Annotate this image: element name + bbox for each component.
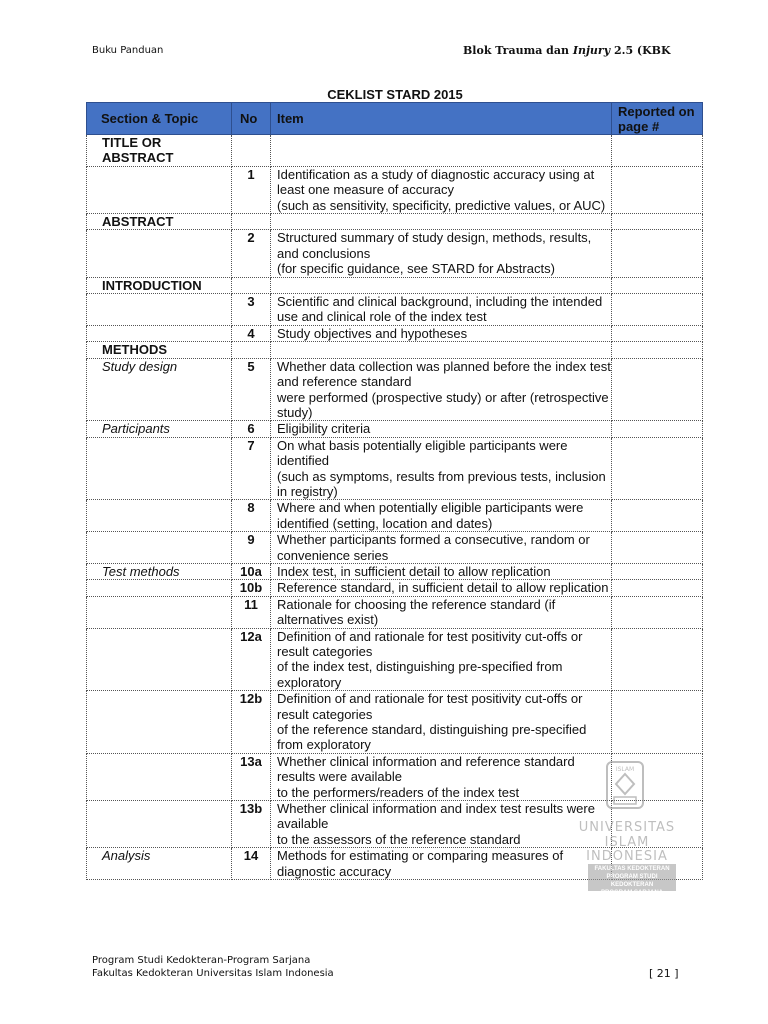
section-cell: [87, 437, 232, 500]
number-cell: 8: [232, 500, 271, 532]
logo-label: ISLAM: [615, 766, 635, 773]
watermark-line1: UNIVERSITAS: [578, 820, 676, 835]
item-cell: [271, 277, 612, 293]
item-cell: Whether clinical information and reference standard results were available to the performers/readers of the index test: [271, 753, 612, 800]
number-cell: [232, 277, 271, 293]
item-cell: Index test, in sufficient detail to allow replication: [271, 563, 612, 579]
reported-cell: [612, 166, 703, 213]
table-row: [87, 628, 703, 691]
item-cell: Reference standard, in sufficient detail to allow replication: [271, 580, 612, 596]
reported-cell: [612, 691, 703, 754]
item-cell: Identification as a study of diagnostic accuracy using at least one measure of accuracy (such as sensitivity, specificity, predictive values, or AUC): [271, 166, 612, 213]
reported-cell: [612, 596, 703, 628]
table-row: [87, 230, 703, 277]
footer-faculty: Fakultas Kedokteran Universitas Islam Indonesia: [92, 968, 334, 979]
section-cell: [87, 580, 232, 596]
table-row: [87, 691, 703, 754]
number-cell: 11: [232, 596, 271, 628]
table-row: [87, 437, 703, 500]
reported-cell: [612, 358, 703, 421]
reported-cell: [612, 580, 703, 596]
number-cell: 6: [232, 421, 271, 437]
table-header-row: [87, 103, 703, 135]
item-cell: Definition of and rationale for test positivity cut-offs or result categories of the index test, distinguishing pre-specified from exploratory: [271, 628, 612, 691]
item-cell: Rationale for choosing the reference standard (if alternatives exist): [271, 596, 612, 628]
number-cell: [232, 135, 271, 167]
number-cell: 9: [232, 532, 271, 564]
section-cell: [87, 628, 232, 691]
item-cell: Scientific and clinical background, including the intended use and clinical role of the index test: [271, 294, 612, 326]
header-right-italic: Injury: [572, 44, 611, 57]
number-cell: 10b: [232, 580, 271, 596]
item-cell: Study objectives and hypotheses: [271, 325, 612, 341]
reported-cell: [612, 421, 703, 437]
number-cell: 13b: [232, 801, 271, 848]
number-cell: [232, 342, 271, 358]
section-cell: [87, 532, 232, 564]
reported-cell: [612, 628, 703, 691]
table-row: [87, 294, 703, 326]
item-cell: [271, 135, 612, 167]
item-cell: Where and when potentially eligible participants were identified (setting, location and dates): [271, 500, 612, 532]
table-row: [87, 342, 703, 358]
section-cell: [87, 325, 232, 341]
university-watermark: [572, 760, 682, 895]
reported-cell: [612, 294, 703, 326]
section-cell: INTRODUCTION: [87, 277, 232, 293]
number-cell: 12b: [232, 691, 271, 754]
section-cell: [87, 753, 232, 800]
table-row: [87, 277, 703, 293]
section-cell: Study design: [87, 358, 232, 421]
reported-cell: [612, 532, 703, 564]
column-header-section: Section & Topic: [87, 103, 232, 135]
section-cell: [87, 500, 232, 532]
reported-cell: [612, 230, 703, 277]
item-cell: Structured summary of study design, methods, results, and conclusions (for specific guidance, see STARD for Abstracts): [271, 230, 612, 277]
watermark-box-line1: FAKULTAS KEDOKTERAN: [594, 866, 670, 872]
reported-cell: [612, 500, 703, 532]
number-cell: 10a: [232, 563, 271, 579]
section-cell: [87, 691, 232, 754]
number-cell: 5: [232, 358, 271, 421]
column-header-reported: Reported on page #: [612, 103, 703, 135]
reported-cell: [612, 437, 703, 500]
section-cell: [87, 801, 232, 848]
item-cell: Methods for estimating or comparing measures of diagnostic accuracy: [271, 848, 612, 880]
reported-cell: [612, 342, 703, 358]
item-cell: Eligibility criteria: [271, 421, 612, 437]
table-row: [87, 596, 703, 628]
watermark-box-line2: PROGRAM STUDI KEDOKTERAN: [606, 874, 658, 888]
section-cell: Test methods: [87, 563, 232, 579]
column-header-no: No: [232, 103, 271, 135]
table-row: [87, 214, 703, 230]
number-cell: 13a: [232, 753, 271, 800]
watermark-box-line3: PROGRAM SARJANA: [600, 890, 663, 896]
number-cell: 4: [232, 325, 271, 341]
section-cell: [87, 596, 232, 628]
table-row: [87, 500, 703, 532]
section-cell: ABSTRACT: [87, 214, 232, 230]
item-cell: Whether data collection was planned before the index test and reference standard were performed (prospective study) or after (retrospective study): [271, 358, 612, 421]
table-row: [87, 532, 703, 564]
table-row: [87, 580, 703, 596]
reported-cell: [612, 563, 703, 579]
header-right: [463, 44, 671, 57]
table-row: [87, 358, 703, 421]
header-right-prefix: Blok Trauma dan: [463, 44, 573, 57]
header-right-suffix: 2.5 (KBK: [610, 44, 671, 57]
item-cell: [271, 342, 612, 358]
watermark-line2: ISLAM: [604, 835, 650, 850]
document-title: CEKLIST STARD 2015: [327, 87, 463, 102]
section-cell: Participants: [87, 421, 232, 437]
number-cell: 2: [232, 230, 271, 277]
item-cell: [271, 214, 612, 230]
number-cell: 3: [232, 294, 271, 326]
number-cell: 1: [232, 166, 271, 213]
page-number: [ 21 ]: [649, 967, 679, 980]
watermark-line3: INDONESIA: [586, 849, 668, 864]
table-row: [87, 135, 703, 167]
item-cell: Whether participants formed a consecutive, random or convenience series: [271, 532, 612, 564]
reported-cell: [612, 135, 703, 167]
section-cell: [87, 294, 232, 326]
section-cell: [87, 166, 232, 213]
reported-cell: [612, 214, 703, 230]
section-cell: TITLE OR ABSTRACT: [87, 135, 232, 167]
reported-cell: [612, 325, 703, 341]
footer-program: Program Studi Kedokteran-Program Sarjana: [92, 955, 311, 966]
section-cell: Analysis: [87, 848, 232, 880]
watermark-faculty-box: [588, 864, 676, 896]
header-left: Buku Panduan: [92, 45, 164, 56]
number-cell: 14: [232, 848, 271, 880]
table-row: [87, 166, 703, 213]
number-cell: 12a: [232, 628, 271, 691]
table-row: [87, 563, 703, 579]
university-logo-icon: [604, 760, 646, 810]
item-cell: Definition of and rationale for test positivity cut-offs or result categories of the reference standard, distinguishing pre-specified from exploratory: [271, 691, 612, 754]
table-row: [87, 421, 703, 437]
number-cell: [232, 214, 271, 230]
number-cell: 7: [232, 437, 271, 500]
item-cell: On what basis potentially eligible participants were identified (such as symptoms, results from previous tests, inclusion in registry): [271, 437, 612, 500]
table-row: [87, 325, 703, 341]
section-cell: [87, 230, 232, 277]
item-cell: Whether clinical information and index test results were available to the assessors of the reference standard: [271, 801, 612, 848]
reported-cell: [612, 277, 703, 293]
section-cell: METHODS: [87, 342, 232, 358]
column-header-item: Item: [271, 103, 612, 135]
